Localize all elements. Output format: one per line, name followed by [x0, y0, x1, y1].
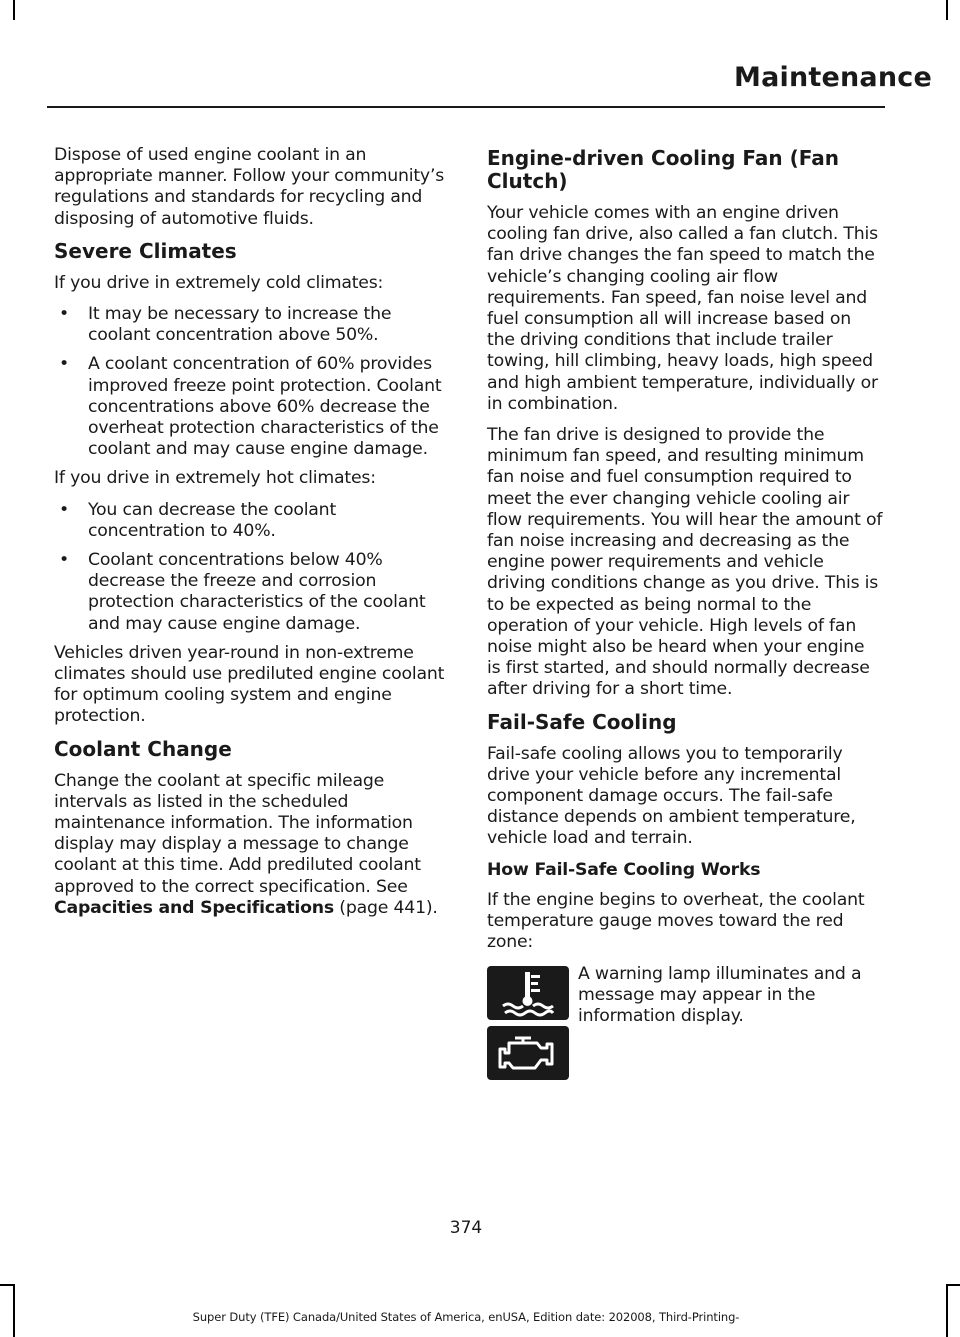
section-title: Maintenance — [734, 62, 932, 93]
how-fail-safe-works-heading: How Fail-Safe Cooling Works — [487, 859, 761, 880]
document-footer: Super Duty (TFE) Canada/United States of America, enUSA, Edition date: 202008, Third-Printing- — [192, 1310, 740, 1324]
list-item-text: You can decrease the coolant concentration to 40%. — [88, 499, 337, 541]
fail-safe-cooling-paragraph: Fail-safe cooling allows you to temporarily drive your vehicle before any incremental component damage occurs. The fail-safe distance depends on ambient temperature, vehicle load and terrain. — [487, 743, 856, 849]
fail-safe-cooling-heading: Fail-Safe Cooling — [487, 709, 677, 734]
list-item — [54, 304, 454, 346]
list-item-text: It may be necessary to increase the coolant concentration above 50%. — [88, 304, 392, 346]
list-item — [54, 550, 454, 635]
crop-mark-bottom-right-horizontal — [946, 1284, 960, 1286]
crop-mark-top-left-vertical — [13, 0, 15, 20]
page-number: 374 — [449, 1218, 483, 1238]
list-item — [54, 500, 454, 542]
capacities-specifications-link[interactable]: Capacities and Specifications — [54, 897, 334, 918]
cold-climates-list — [54, 304, 454, 460]
crop-mark-top-right-vertical — [946, 0, 948, 20]
list-item-text: Coolant concentrations below 40% decrease the freeze and corrosion protection characteristics of the coolant and may cause engine damage. — [88, 550, 426, 634]
crop-mark-bottom-right-vertical — [946, 1284, 948, 1337]
non-extreme-climates-paragraph: Vehicles driven year-round in non-extreme climates should use prediluted engine coolant for optimum cooling system and engine protection. — [54, 642, 445, 727]
coolant-temperature-warning-icon — [487, 966, 569, 1020]
coolant-change-heading: Coolant Change — [54, 736, 232, 761]
warning-lamp-description: A warning lamp illuminates and a message may appear in the information display. — [578, 963, 862, 1026]
bullet-glyph: • — [59, 499, 69, 520]
hot-climates-list — [54, 500, 454, 635]
left-column — [54, 145, 454, 929]
warning-lamps — [487, 964, 883, 1104]
intro-paragraph: Dispose of used engine coolant in an appropriate manner. Follow your community’s regulations and standards for recycling and disposing of automotive fluids. — [54, 145, 445, 229]
list-item — [54, 354, 454, 460]
coolant-change-body: Change the coolant at specific mileage intervals as listed in the scheduled maintenance information. The information display may display a message to change coolant at this time. Add prediluted coolant approved to the correct specification. See — [54, 770, 421, 897]
coolant-change-paragraph — [54, 771, 454, 919]
bullet-glyph: • — [59, 304, 69, 325]
right-column — [487, 145, 883, 1104]
cold-climates-intro: If you drive in extremely cold climates: — [54, 272, 384, 293]
fan-clutch-paragraph-2: The fan drive is designed to provide the minimum fan speed, and resulting minimum fan noise and fuel consumption required to meet the ever changing vehicle cooling air flow requirements. You will hear the amount of fan noise increasing and decreasing as the engine power requirements and vehicle driving conditions change as you drive. This is to be expected as being normal to the operation of your vehicle. High levels of fan noise might also be heard when your engine is first started, and should normally decrease after driving for a short time. — [487, 425, 883, 700]
bullet-glyph: • — [59, 354, 69, 375]
severe-climates-heading: Severe Climates — [54, 238, 237, 263]
hot-climates-intro: If you drive in extremely hot climates: — [54, 468, 376, 489]
overheat-intro: If the engine begins to overheat, the coolant temperature gauge moves toward the red zone: — [487, 889, 865, 953]
crop-mark-bottom-left-horizontal — [0, 1284, 15, 1286]
header-rule — [47, 106, 885, 108]
check-engine-icon — [487, 1026, 569, 1080]
bullet-glyph: • — [59, 550, 69, 571]
crop-mark-bottom-left-vertical — [13, 1284, 15, 1337]
page-reference: (page 441). — [334, 897, 438, 918]
fan-clutch-heading: Engine-driven Cooling Fan (Fan Clutch) — [487, 146, 839, 193]
list-item-text: A coolant concentration of 60% provides improved freeze point protection. Coolant concentrations above 60% decrease the overheat protection characteristics of the coolant and may cause engine damage. — [88, 354, 442, 460]
fan-clutch-paragraph-1: Your vehicle comes with an engine driven cooling fan drive, also called a fan clutch. This fan drive changes the fan speed to match the vehicle’s changing cooling air flow requirements. Fan speed, fan noise level and fuel consumption all will increase based on the driving conditions that include trailer towing, hill climbing, heavy loads, high speed and high ambient temperature, individually or in combination. — [487, 203, 878, 414]
